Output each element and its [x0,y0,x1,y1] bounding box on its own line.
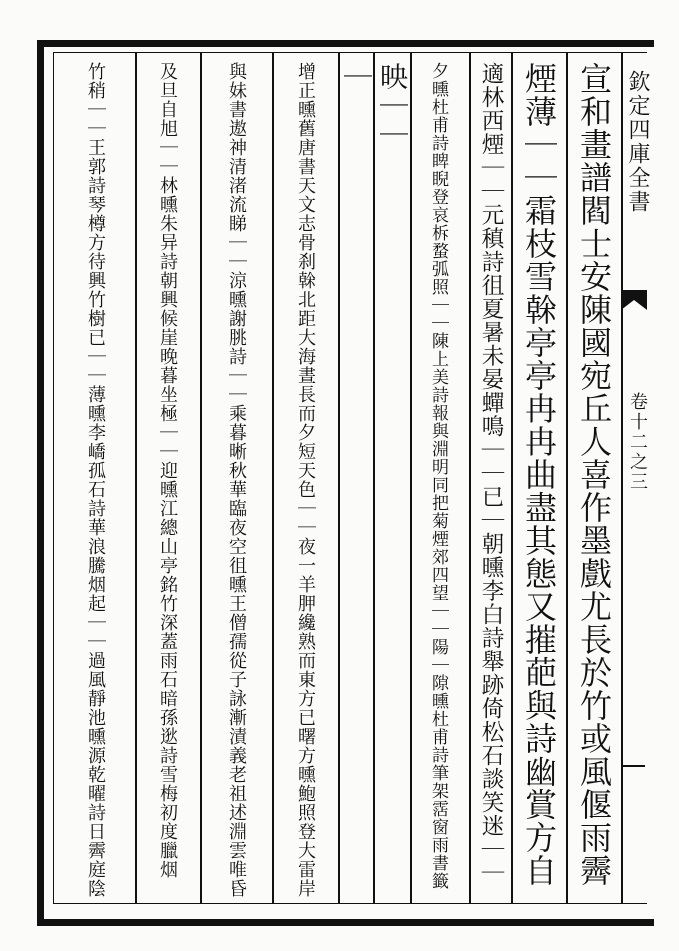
book-title: 欽定四庫全書 [625,70,650,214]
text-column-10 [56,62,135,902]
text-column-5 [373,62,411,902]
column-text: 竹稍｜｜王郭詩琴樽方待興竹樹已｜｜薄曛李嶠孤石詩華浪騰烟起｜｜過風靜池曛源乾曜詩日霽庭陰 [85,62,106,898]
column-text: 映｜｜ [376,62,409,149]
text-column-6 [338,62,374,902]
margin-tick [623,765,645,767]
text-column-1 [566,62,622,902]
text-column-4 [410,62,466,902]
column-text: 宣和畫譜閻士安陳國宛丘人喜作墨戲尤長於竹或風偃雨霽 [575,62,613,887]
text-column-8 [200,62,272,902]
column-text: 及旦自旭｜｜林曛朱异詩朝興候崖晚暮坐極｜｜迎曛江總山亭銘竹深蓋雨石暗孫逖詩雪梅初度臘烟 [157,62,178,879]
fishtail-mark [621,290,647,330]
text-column-2 [511,62,567,902]
text-column-3 [469,62,513,902]
text-column-7 [272,62,338,902]
column-text: 煙薄｜｜霜枝雪榦亭亭冉冉曲盡其態又摧葩與詩幽賞方自 [520,62,558,887]
column-text: 增正曛舊唐書天文志骨刹榦北距大海晝長而夕短天色｜｜夜一羊胛纔熟而東方已曙方曛鮑照登大雷岸 [295,62,316,898]
column-text: ｜ [340,62,373,91]
column-text: 夕曛杜甫詩睥睨登哀柝蝥弧照｜｜陳上美詩報與淵明同把菊煙郊四望｜｜陽｜隙曛杜甫詩筆架霑窗雨書籤 [428,62,448,890]
column-text: 適林西煙｜｜元稹詩徂夏暑未晏蟬鳴｜｜已｜朝曛李白詩舉跡倚松石談笑迷｜｜ [478,62,504,885]
column-text: 與妹書遨神清渚流睇｜｜涼曛謝朓詩｜｜乘暮晰秋華臨夜空徂曛王僧孺從子詠漸漬義老祖述淵雲唯昏 [226,62,247,898]
volume-number: 卷十二之三 [627,392,648,492]
text-column-9 [135,62,200,902]
